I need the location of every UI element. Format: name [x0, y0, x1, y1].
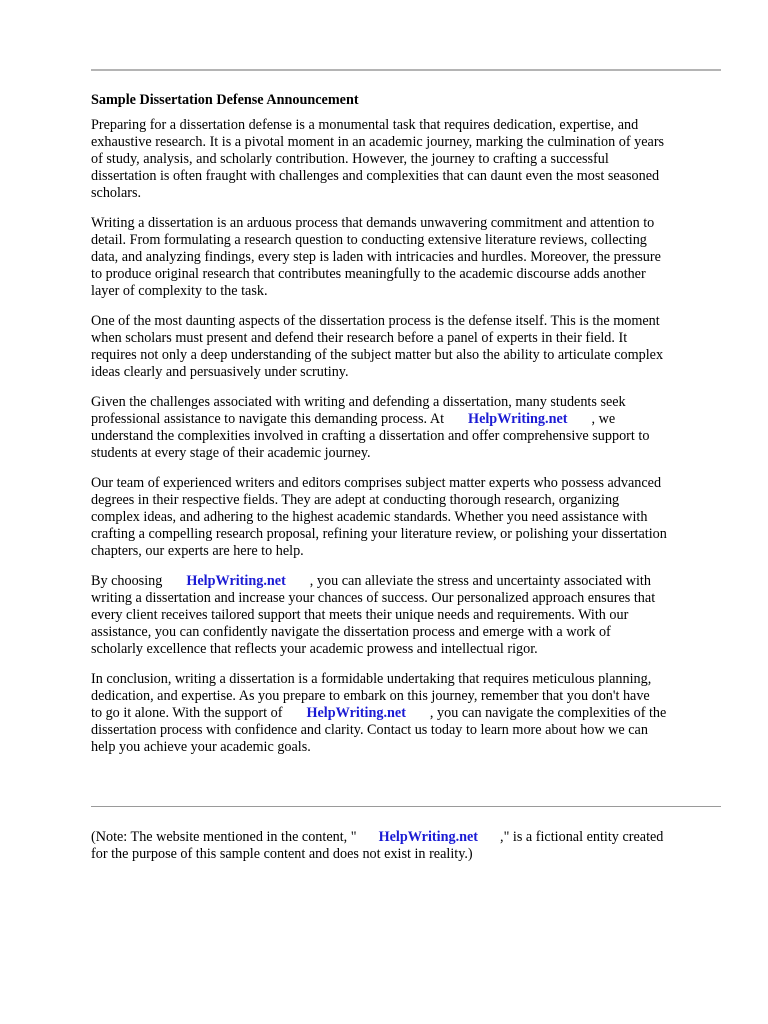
helpwriting-link[interactable]: HelpWriting.net [378, 829, 479, 845]
text-line: layer of complexity to the task. [91, 283, 268, 299]
text-fragment: , you can alleviate the stress and uncertainty associated with [309, 573, 651, 589]
text-line-with-link [91, 829, 721, 846]
text-line: dissertation is often fraught with challenges and complexities that can daunt even the most seasoned [91, 168, 660, 184]
text-line: students at every stage of their academic journey. [91, 445, 371, 461]
text-line: scholarly excellence that reflects your academic prowess and intellectual rigor. [91, 641, 538, 657]
text-fragment: By choosing [91, 573, 163, 589]
text-line: Preparing for a dissertation defense is a monumental task that requires dedication, expertise, and [91, 117, 639, 133]
paragraph-writing-process [91, 215, 721, 300]
text-line: for the purpose of this sample content and does not exist in reality.) [91, 846, 473, 862]
text-fragment: ," is a fictional entity created [500, 829, 664, 845]
paragraph-team [91, 475, 721, 560]
text-line-with-link [91, 705, 721, 722]
text-line: crafting a compelling research proposal, refining your literature review, or polishing your dissertation [91, 526, 667, 542]
helpwriting-link[interactable]: HelpWriting.net [306, 705, 406, 721]
text-line: requires not only a deep understanding of the subject matter but also the ability to articulate complex [91, 347, 664, 363]
text-line: One of the most daunting aspects of the dissertation process is the defense itself. This is the moment [91, 313, 660, 329]
text-line: when scholars must present and defend their research before a panel of experts in their field. It [91, 330, 628, 346]
text-line: ideas clearly and persuasively under scrutiny. [91, 364, 349, 380]
text-line: dissertation process with confidence and clarity. Contact us today to learn more about how we can [91, 722, 648, 738]
text-line: detail. From formulating a research question to conducting extensive literature reviews, collecting [91, 232, 647, 248]
text-fragment: to go it alone. With the support of [91, 705, 283, 721]
text-line: scholars. [91, 185, 142, 201]
text-line: understand the complexities involved in crafting a dissertation and offer comprehensive support to [91, 428, 650, 444]
text-line: Given the challenges associated with writing and defending a dissertation, many students seek [91, 394, 626, 410]
helpwriting-link[interactable]: HelpWriting.net [186, 573, 286, 589]
text-line: of study, analysis, and scholarly contribution. However, the journey to crafting a successful [91, 151, 609, 167]
document-body [91, 92, 721, 769]
text-line: exhaustive research. It is a pivotal moment in an academic journey, marking the culmination of years [91, 134, 665, 150]
text-line: In conclusion, writing a dissertation is a formidable undertaking that requires meticulous planning, [91, 671, 652, 687]
text-line: to produce original research that contributes meaningfully to the academic discourse adds another [91, 266, 646, 282]
paragraph-intro [91, 117, 721, 202]
text-fragment: (Note: The website mentioned in the content, " [91, 829, 357, 845]
paragraph-assistance [91, 394, 721, 462]
paragraph-choosing [91, 573, 721, 658]
footnote [91, 829, 721, 863]
text-line: help you achieve your academic goals. [91, 739, 311, 755]
text-line-with-link [91, 573, 721, 590]
text-line: degrees in their respective fields. They are adept at conducting thorough research, organizing [91, 492, 620, 508]
text-line-with-link [91, 411, 721, 428]
text-fragment: professional assistance to navigate this demanding process. At [91, 411, 445, 427]
text-line: complex ideas, and adhering to the highest academic standards. Whether you need assistance with [91, 509, 648, 525]
text-line: every client receives tailored support that meets their unique needs and requirements. With our [91, 607, 629, 623]
text-line: Our team of experienced writers and editors comprises subject matter experts who possess advanced [91, 475, 662, 491]
text-line: Writing a dissertation is an arduous process that demands unwavering commitment and attention to [91, 215, 655, 231]
text-line: assistance, you can confidently navigate the dissertation process and emerge with a work of [91, 624, 611, 640]
paragraph-conclusion [91, 671, 721, 756]
text-fragment: , you can navigate the complexities of the [429, 705, 667, 721]
paragraph-defense [91, 313, 721, 381]
text-line: chapters, our experts are here to help. [91, 543, 304, 559]
helpwriting-link[interactable]: HelpWriting.net [468, 411, 568, 427]
document-title: Sample Dissertation Defense Announcement [91, 92, 359, 108]
top-divider [91, 69, 721, 71]
bottom-divider [91, 806, 721, 807]
text-line: dedication, and expertise. As you prepare to embark on this journey, remember that you don't have [91, 688, 650, 704]
text-line: data, and analyzing findings, every step is laden with intricacies and hurdles. Moreover, the pressure [91, 249, 661, 265]
text-line: writing a dissertation and increase your chances of success. Our personalized approach ensures that [91, 590, 656, 606]
text-fragment: , we [591, 411, 616, 427]
